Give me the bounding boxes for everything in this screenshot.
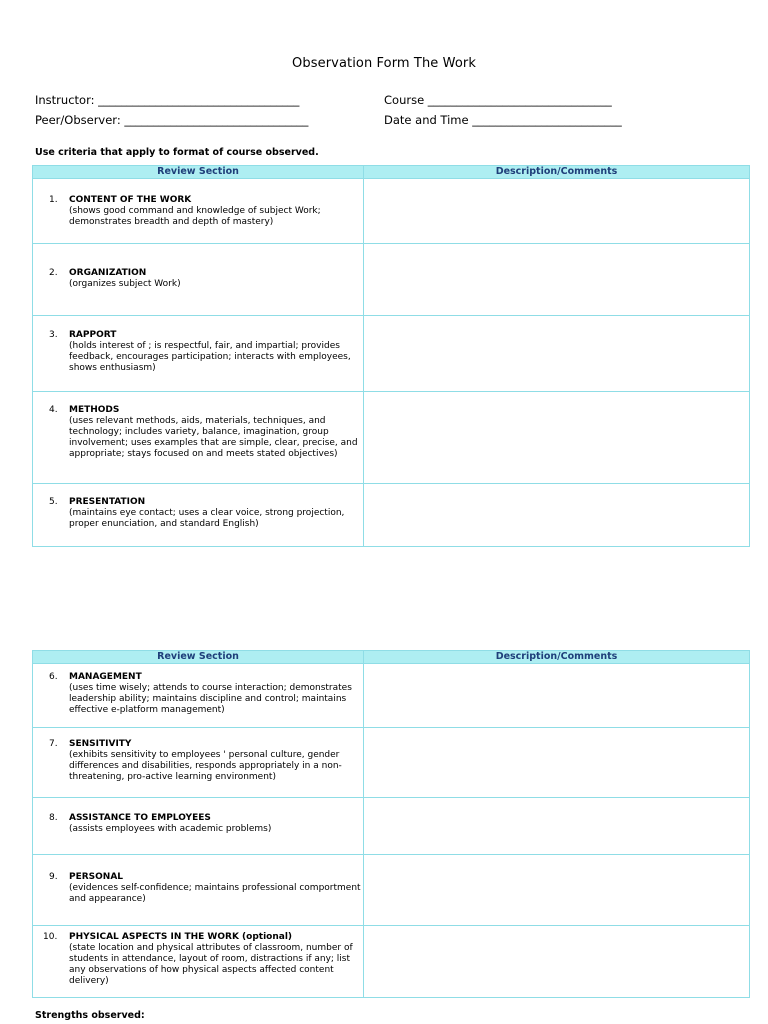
review-item xyxy=(33,855,364,926)
table-row xyxy=(33,316,750,392)
review-item xyxy=(33,392,364,484)
item-description: (evidences self-confidence; maintains professional comportment and appearance) xyxy=(69,883,361,904)
review-item xyxy=(33,728,364,798)
course-field[interactable]: Course ________________________________ xyxy=(384,93,612,107)
item-heading: SENSITIVITY xyxy=(69,739,132,749)
comments-cell[interactable] xyxy=(364,392,750,484)
review-item xyxy=(33,316,364,392)
table-row xyxy=(33,179,750,244)
item-number: 2. xyxy=(49,268,58,278)
item-number: 9. xyxy=(49,872,58,882)
comments-cell[interactable] xyxy=(364,798,750,855)
item-heading: RAPPORT xyxy=(69,330,117,340)
table-row xyxy=(33,244,750,316)
table-row xyxy=(33,855,750,926)
table-row xyxy=(33,728,750,798)
table-row xyxy=(33,664,750,728)
instruction-text: Use criteria that apply to format of course observed. xyxy=(35,147,319,158)
item-number: 4. xyxy=(49,405,58,415)
item-description: (state location and physical attributes of classroom, number of students in attendance, layout of room, distractions if any; list any observations of how physical aspects affected content delivery) xyxy=(69,943,353,986)
review-item xyxy=(33,179,364,244)
item-number: 1. xyxy=(49,195,58,205)
page-title: Observation Form The Work xyxy=(292,56,476,71)
description-comments-header: Description/Comments xyxy=(364,166,750,179)
review-section-header: Review Section xyxy=(33,166,364,179)
review-item xyxy=(33,798,364,855)
item-description: (uses relevant methods, aids, materials, techniques, and technology; includes variety, balance, imagination, group involvement; uses examples that are simple, clear, precise, and appropriate; stays focused on and meets stated objectives) xyxy=(69,416,358,459)
review-item xyxy=(33,244,364,316)
description-comments-header: Description/Comments xyxy=(364,651,750,664)
strengths-label: Strengths observed: xyxy=(35,1010,145,1021)
comments-cell[interactable] xyxy=(364,664,750,728)
comments-cell[interactable] xyxy=(364,484,750,547)
item-heading: PRESENTATION xyxy=(69,497,146,507)
comments-cell[interactable] xyxy=(364,855,750,926)
item-description: (maintains eye contact; uses a clear voice, strong projection, proper enunciation, and standard English) xyxy=(69,508,345,529)
item-heading: METHODS xyxy=(69,405,120,415)
review-item xyxy=(33,926,364,998)
item-number: 7. xyxy=(49,739,58,749)
review-item xyxy=(33,664,364,728)
review-section-header: Review Section xyxy=(33,651,364,664)
item-number: 6. xyxy=(49,672,58,682)
date-time-field[interactable]: Date and Time __________________________ xyxy=(384,113,622,127)
table-row xyxy=(33,798,750,855)
item-heading: ASSISTANCE TO EMPLOYEES xyxy=(69,813,211,823)
item-description: (exhibits sensitivity to employees ' personal culture, gender differences and disabilities, responds appropriately in a non-threatening, pro-active learning environment) xyxy=(69,750,342,782)
item-description: (organizes subject Work) xyxy=(69,279,181,289)
item-heading: ORGANIZATION xyxy=(69,268,147,278)
review-item xyxy=(33,484,364,547)
item-description: (assists employees with academic problems) xyxy=(69,824,272,834)
table-row xyxy=(33,484,750,547)
comments-cell[interactable] xyxy=(364,728,750,798)
item-number: 10. xyxy=(43,932,58,942)
item-heading: MANAGEMENT xyxy=(69,672,142,682)
item-number: 3. xyxy=(49,330,58,340)
instructor-field[interactable]: Instructor: ___________________________________ xyxy=(35,93,300,107)
item-number: 5. xyxy=(49,497,58,507)
review-table-2 xyxy=(32,650,750,998)
table-row xyxy=(33,926,750,998)
review-table-1 xyxy=(32,165,750,547)
item-heading: PHYSICAL ASPECTS IN THE WORK (optional) xyxy=(69,932,293,942)
table-row xyxy=(33,392,750,484)
comments-cell[interactable] xyxy=(364,926,750,998)
item-number: 8. xyxy=(49,813,58,823)
item-heading: PERSONAL xyxy=(69,872,124,882)
comments-cell[interactable] xyxy=(364,244,750,316)
peer-observer-field[interactable]: Peer/Observer: ________________________________ xyxy=(35,113,309,127)
item-description: (shows good command and knowledge of subject Work; demonstrates breadth and depth of mastery) xyxy=(69,206,321,227)
item-heading: CONTENT OF THE WORK xyxy=(69,195,192,205)
item-description: (uses time wisely; attends to course interaction; demonstrates leadership ability; maintains discipline and control; maintains effective e-platform management) xyxy=(69,683,352,715)
comments-cell[interactable] xyxy=(364,179,750,244)
comments-cell[interactable] xyxy=(364,316,750,392)
item-description: (holds interest of ; is respectful, fair, and impartial; provides feedback, encourages participation; interacts with employees, shows enthusiasm) xyxy=(69,341,351,373)
